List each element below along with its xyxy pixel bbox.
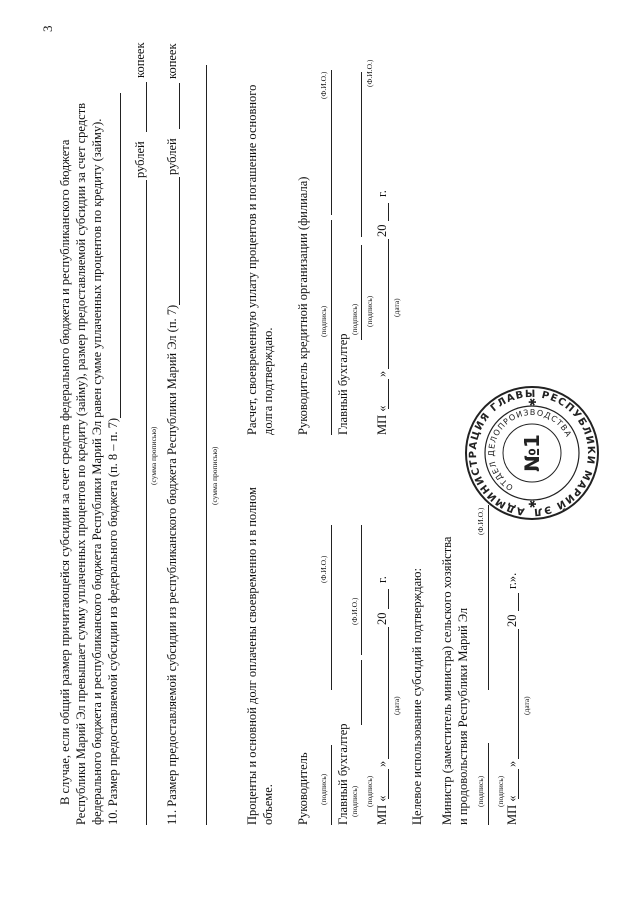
left-quote-close: »	[375, 760, 389, 767]
item11-label: 11. Размер предоставляемой субсидии из республиканского бюджета Республики Марий Эл (п. 7)	[165, 304, 179, 825]
intro-line-1: В случае, если общий размер причитающейся субсидии за счет средств федерального бюджета и республиканского бюджета	[58, 139, 72, 805]
minister-fio-line	[488, 505, 489, 690]
left-day-line	[388, 769, 389, 799]
bottom-year: 20	[505, 614, 519, 627]
right-chief-fio-line	[361, 72, 362, 237]
item10-rub: рублей	[133, 141, 147, 178]
left-confirm-line-1: Проценты и основной долг оплачены своевременно и в полном	[245, 487, 259, 825]
bottom-day-line	[518, 769, 519, 799]
item10-kop-line	[146, 82, 147, 132]
stamp-number: №1	[520, 434, 544, 472]
right-chief-fio-caption: (Ф.И.О.)	[365, 59, 374, 87]
left-date-sign-caption: (подпись)	[365, 775, 374, 807]
item10-top-line	[120, 93, 121, 418]
bottom-quote-close: »	[505, 760, 519, 767]
stamp-outer-text: АДМИНИСТРАЦИЯ ГЛАВЫ РЕСПУБЛИКИ МАРИЙ ЭЛ	[467, 388, 597, 518]
stamp-star-right-icon: ✱	[528, 397, 539, 407]
left-chief-sign-caption: (подпись)	[350, 785, 359, 817]
minister-sign-line	[488, 743, 489, 825]
bottom-mp: МП «	[505, 795, 519, 825]
left-head-fio-line	[331, 525, 332, 690]
bottom-year-line	[518, 593, 519, 611]
right-confirm-line-1: Расчет, своевременную уплату процентов и погашение основного	[245, 84, 259, 435]
bottom-g: г.».	[505, 572, 519, 589]
right-quote-close: »	[375, 370, 389, 377]
item11-first-line	[179, 177, 180, 305]
right-month-line	[388, 239, 389, 369]
right-year: 20	[375, 224, 389, 237]
right-date-caption: (дата)	[392, 298, 401, 317]
right-head-label: Руководитель кредитной организации (филиала)	[296, 176, 310, 435]
stamp-star-left-icon: ✱	[528, 499, 539, 509]
official-stamp	[462, 383, 602, 523]
bottom-month-line	[518, 629, 519, 759]
minister-line-2: и продовольствия Республики Марий Эл	[456, 607, 470, 825]
purpose-label: Целевое использование субсидий подтверждаю:	[410, 568, 424, 825]
item11-kop: копеек	[165, 43, 179, 79]
right-chief-acc-label: Главный бухгалтер	[336, 333, 350, 435]
item11-rub: рублей	[165, 138, 179, 175]
left-month-line	[388, 627, 389, 759]
right-chief-sign-line	[361, 245, 362, 340]
minister-sign-caption: (подпись)	[476, 775, 485, 807]
left-head-fio-caption: (Ф.И.О.)	[319, 555, 328, 583]
item11-kop-line	[179, 83, 180, 129]
right-day-line	[388, 379, 389, 409]
left-mp: МП «	[375, 795, 389, 825]
right-date-sign-caption: (подпись)	[365, 295, 374, 327]
right-confirm-line-2: долга подтверждаю.	[261, 327, 275, 435]
minister-fio-caption: (Ф.И.О.)	[476, 507, 485, 535]
left-confirm-line-2: объеме.	[261, 784, 275, 825]
left-head-sign-line	[331, 745, 332, 825]
right-head-sign-caption: (подпись)	[319, 305, 328, 337]
minister-line-1: Министр (заместитель министра) сельского хозяйства	[440, 536, 454, 825]
item10-caption: (сумма прописью)	[149, 426, 158, 485]
item11-amount-line	[206, 65, 207, 825]
left-chief-sign-line	[361, 660, 362, 725]
right-head-fio-caption: (Ф.И.О.)	[319, 71, 328, 99]
left-g: г.	[375, 576, 389, 583]
page-number: 3	[40, 25, 55, 32]
left-chief-fio-caption: (Ф.И.О.)	[350, 597, 359, 625]
right-head-sign-line	[331, 220, 332, 435]
left-year-line	[388, 589, 389, 609]
right-head-fio-line	[331, 70, 332, 215]
right-g: г.	[375, 190, 389, 197]
stamp-inner-text: ОТДЕЛ ДЕЛОПРОИЗВОДСТВА	[486, 407, 574, 493]
item10-kop: копеек	[133, 42, 147, 78]
item10-amount-line	[146, 180, 147, 825]
left-head-label: Руководитель	[296, 752, 310, 825]
left-date-caption: (дата)	[392, 696, 401, 715]
left-chief-fio-line	[361, 525, 362, 655]
left-head-sign-caption: (подпись)	[319, 773, 328, 805]
item10-label: 10. Размер предоставляемой субсидии из федерального бюджета (п. 8 – п. 7)	[106, 417, 120, 825]
right-year-line	[388, 203, 389, 221]
intro-line-2: Республики Марий Эл превышает сумму уплаченных процентов по кредиту (займу), размер предоставляемой субсидии за счет средств	[74, 102, 88, 825]
left-chief-acc-label: Главный бухгалтер	[336, 723, 350, 825]
right-chief-sign-caption: (подпись)	[350, 303, 359, 335]
left-year: 20	[375, 612, 389, 625]
item11-caption: (сумма прописью)	[210, 446, 219, 505]
right-mp: МП «	[375, 405, 389, 435]
intro-line-3: федерального бюджета и республиканского бюджета Республики Марий Эл равен сумме уплаченных процентов по кредиту (займу).	[90, 118, 104, 825]
bottom-date-sign-caption: (подпись)	[496, 775, 505, 807]
bottom-date-caption: (дата)	[522, 696, 531, 715]
